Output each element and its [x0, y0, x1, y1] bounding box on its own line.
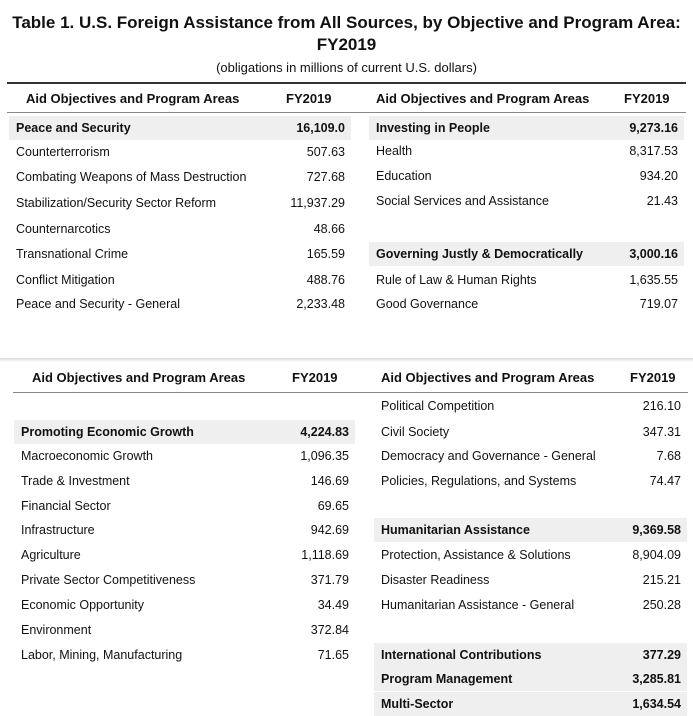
row-label: Promoting Economic Growth	[21, 425, 194, 439]
row-label: Humanitarian Assistance - General	[381, 598, 575, 612]
table-row	[374, 593, 687, 617]
row-value: 8,904.09	[632, 548, 681, 562]
row-value: 48.66	[313, 222, 345, 236]
row-value: 3,285.81	[632, 672, 681, 686]
row-label: Infrastructure	[21, 523, 95, 537]
table-row	[374, 420, 687, 444]
row-value: 7.68	[656, 449, 681, 463]
table-row	[9, 191, 351, 215]
column-header-objectives-right: Aid Objectives and Program Areas	[376, 91, 590, 106]
column-header-objectives-left: Aid Objectives and Program Areas	[26, 91, 240, 106]
row-label: Macroeconomic Growth	[21, 449, 153, 463]
column-header-fy2019-right: FY2019	[624, 91, 670, 106]
table-row	[9, 140, 351, 164]
row-value: 250.28	[642, 598, 681, 612]
category-row	[369, 116, 684, 140]
row-value: 9,369.58	[632, 523, 681, 537]
table-row	[369, 268, 684, 292]
row-label: Labor, Mining, Manufacturing	[21, 648, 183, 662]
table-row	[14, 643, 355, 667]
page-break-shadow	[0, 358, 693, 362]
category-row	[374, 518, 687, 542]
row-label: Governing Justly & Democratically	[376, 247, 584, 261]
row-label: Multi-Sector	[381, 697, 454, 711]
header-rule-2	[13, 392, 688, 393]
table-row	[369, 189, 684, 213]
row-label: Civil Society	[381, 425, 450, 439]
header-rule	[7, 112, 686, 113]
table-row	[374, 568, 687, 592]
row-label: Social Services and Assistance	[376, 194, 550, 208]
table-row	[374, 444, 687, 468]
column-header-fy2019-left: FY2019	[286, 91, 332, 106]
table-row	[9, 292, 351, 316]
row-label: Disaster Readiness	[381, 573, 490, 587]
row-value: 8,317.53	[629, 144, 678, 158]
row-label: Policies, Regulations, and Systems	[381, 474, 577, 488]
row-value: 34.49	[317, 598, 349, 612]
table-row	[9, 242, 351, 266]
row-value: 1,635.55	[629, 273, 678, 287]
row-label: Education	[376, 169, 432, 183]
table-row	[374, 469, 687, 493]
row-label: Transnational Crime	[16, 247, 129, 261]
row-value: 146.69	[310, 474, 349, 488]
row-value: 9,273.16	[629, 121, 678, 135]
row-label: Peace and Security	[16, 121, 131, 135]
row-value: 372.84	[310, 623, 349, 637]
column-header-objectives-right-2: Aid Objectives and Program Areas	[381, 370, 595, 385]
row-label: Environment	[21, 623, 92, 637]
table-row	[14, 568, 355, 592]
row-label: Combating Weapons of Mass Destruction	[16, 170, 247, 184]
category-row	[14, 420, 355, 444]
row-label: Counterterrorism	[16, 145, 110, 159]
row-value: 347.31	[642, 425, 681, 439]
table-row	[14, 593, 355, 617]
row-label: Program Management	[381, 672, 513, 686]
table-row	[369, 292, 684, 316]
table-row	[369, 139, 684, 163]
row-label: Protection, Assistance & Solutions	[381, 548, 571, 562]
row-value: 71.65	[317, 648, 349, 662]
category-row	[374, 692, 687, 716]
table-row	[369, 164, 684, 188]
table-row	[14, 444, 355, 468]
row-label: Financial Sector	[21, 499, 111, 513]
row-label: Agriculture	[21, 548, 81, 562]
table-subtitle: (obligations in millions of current U.S. dollars)	[216, 60, 477, 75]
row-value: 215.21	[642, 573, 681, 587]
row-label: Good Governance	[376, 297, 479, 311]
row-value: 1,118.69	[301, 548, 349, 562]
column-header-objectives-left-2: Aid Objectives and Program Areas	[32, 370, 246, 385]
table-row	[9, 165, 351, 189]
row-label: Humanitarian Assistance	[381, 523, 530, 537]
table-row	[14, 618, 355, 642]
table-row	[9, 217, 351, 241]
row-value: 165.59	[306, 247, 345, 261]
row-value: 21.43	[646, 194, 678, 208]
row-value: 371.79	[310, 573, 349, 587]
row-value: 1,096.35	[300, 449, 349, 463]
table-row	[374, 543, 687, 567]
table-title-line1: Table 1. U.S. Foreign Assistance from All Sources, by Objective and Program Area:	[12, 13, 681, 32]
row-value: 3,000.16	[629, 247, 678, 261]
row-value: 934.20	[639, 169, 678, 183]
column-header-fy2019-right-2: FY2019	[630, 370, 676, 385]
category-row	[374, 667, 687, 691]
row-value: 719.07	[639, 297, 678, 311]
row-value: 74.47	[649, 474, 681, 488]
table-row	[374, 394, 687, 418]
row-value: 377.29	[642, 648, 681, 662]
category-row	[9, 116, 351, 140]
table-row	[9, 268, 351, 292]
row-value: 942.69	[310, 523, 349, 537]
category-row	[369, 242, 684, 266]
row-label: Peace and Security - General	[16, 297, 180, 311]
table-row	[14, 494, 355, 518]
row-value: 507.63	[306, 145, 345, 159]
row-value: 1,634.54	[632, 697, 681, 711]
row-label: Trade & Investment	[21, 474, 130, 488]
table-row	[14, 469, 355, 493]
row-label: International Contributions	[381, 648, 542, 662]
top-rule	[7, 82, 686, 84]
row-value: 4,224.83	[300, 425, 349, 439]
row-value: 727.68	[306, 170, 345, 184]
category-row	[374, 643, 687, 667]
row-label: Counternarcotics	[16, 222, 111, 236]
row-value: 11,937.29	[290, 196, 345, 210]
row-label: Conflict Mitigation	[16, 273, 115, 287]
row-value: 2,233.48	[296, 297, 345, 311]
row-label: Private Sector Competitiveness	[21, 573, 196, 587]
table-row	[14, 543, 355, 567]
page-break-gap	[0, 314, 693, 360]
row-value: 16,109.0	[296, 121, 345, 135]
table-title	[0, 12, 693, 56]
row-label: Democracy and Governance - General	[381, 449, 596, 463]
row-label: Political Competition	[381, 399, 495, 413]
row-value: 488.76	[306, 273, 345, 287]
row-label: Rule of Law & Human Rights	[376, 273, 537, 287]
column-header-fy2019-left-2: FY2019	[292, 370, 338, 385]
table-row	[14, 518, 355, 542]
table-title-line2: FY2019	[316, 35, 377, 54]
row-value: 69.65	[317, 499, 349, 513]
row-label: Health	[376, 144, 413, 158]
row-label: Investing in People	[376, 121, 490, 135]
row-label: Stabilization/Security Sector Reform	[16, 196, 217, 210]
row-value: 216.10	[642, 399, 681, 413]
row-label: Economic Opportunity	[21, 598, 144, 612]
